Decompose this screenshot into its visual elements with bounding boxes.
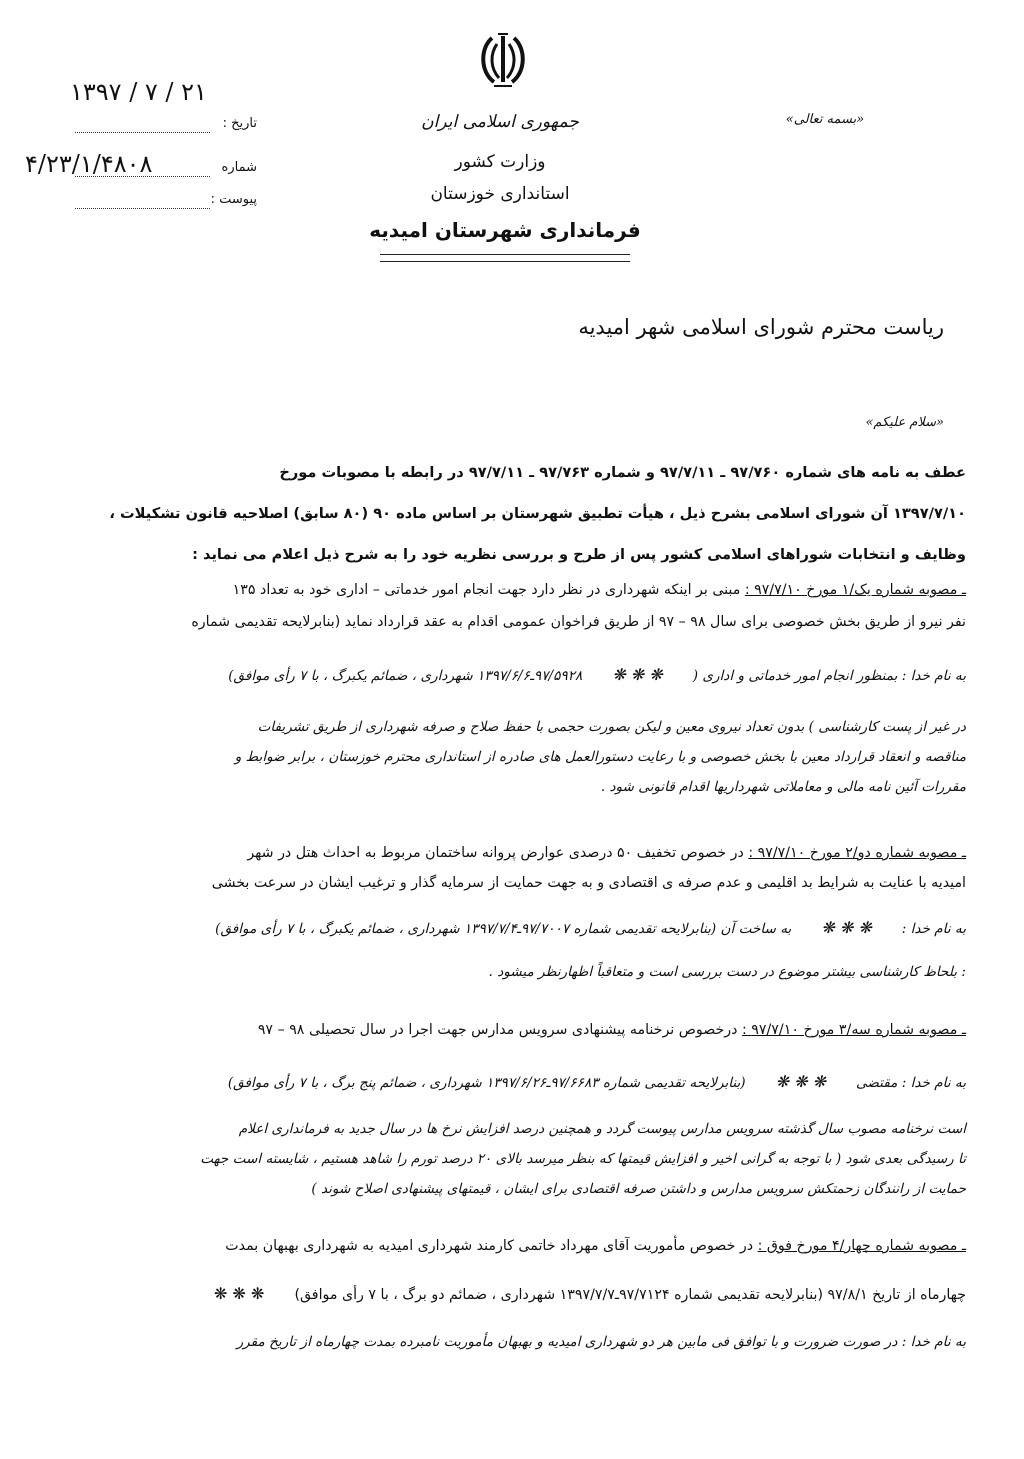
resolution-heading: ـ مصوبه شماره یک/۱ مورخ ۹۷/۷/۱۰ : bbox=[744, 582, 966, 598]
number-dotted-line bbox=[75, 176, 210, 177]
ruling-line: حمایت از رانندگان زحمتکش سرویس مدارس و داشتن صرفه اقتصادی برای ایشان ، قیمتهای پیشنهادی اصلاح شوند ) bbox=[311, 1181, 966, 1197]
ruling-line: : بلحاظ کارشناسی بیشتر موضوع در دست بررسی است و متعاقباً اظهارنظر میشود . bbox=[488, 964, 966, 980]
intro-line: عطف به نامه های شماره ۹۷/۷۶۰ ـ ۹۷/۷/۱۱ و شماره ۹۷/۷۶۳ ـ ۹۷/۷/۱۱ در رابطه با مصوبات مورخ bbox=[279, 464, 966, 481]
resolution-2 bbox=[76, 838, 966, 898]
resolution-4-ruling bbox=[76, 1332, 966, 1352]
resolution-line: ـ مصوبه شماره یک/۱ مورخ ۹۷/۷/۱۰ : مبنی بر اینکه شهرداری در نظر دارد جهت انجام امور خدماتی – اداری خود به تعداد ۱۳۵ bbox=[232, 582, 966, 598]
attachment-label: پیوست : bbox=[210, 192, 257, 207]
header-divider bbox=[380, 254, 630, 262]
iran-emblem-icon bbox=[478, 30, 528, 92]
resolution-heading: ـ مصوبه شماره چهار/۴ مورخ فوق : bbox=[757, 1238, 966, 1254]
ruling-line: مناقصه و انعقاد قرارداد معین با بخش خصوصی و با رعایت دستورالعمل های صادره از استانداری محترم خوزستان ، برابر ضوابط و bbox=[234, 749, 966, 765]
resolution-line: به نام خدا : مقتضی❋ ❋ ❋(بنابرلایحه تقدیمی شماره ۹۷/۶۶۸۳ـ۱۳۹۷/۶/۲۶ شهرداری ، ضمائم پنج برگ ، با ۷ رأی موافق) bbox=[227, 1072, 966, 1091]
ruling-line: است نرخنامه مصوب سال گذشته سرویس مدارس پیوست گردد و همچنین درصد افزایش نرخ ها در سال جدید به فرمانداری اعلام bbox=[238, 1121, 966, 1137]
ruling-line: در غیر از پست کارشناسی ) بدون تعداد نیروی معین و لیکن بصورت حجمی با حفظ صلاح و صرفه شهرداری از طریق تشریفات bbox=[257, 719, 966, 735]
ruling-line: مقررات آئین نامه مالی و معاملاتی شهرداریها اقدام قانونی شود . bbox=[600, 779, 966, 795]
resolution-line: ـ مصوبه شماره دو/۲ مورخ ۹۷/۷/۱۰ : در خصوص تخفیف ۵۰ درصدی عوارض پروانه ساختمان مربوط به احداث هتل در شهر bbox=[247, 845, 966, 861]
resolution-line: به نام خدا :❋ ❋ ❋به ساخت آن (بنابرلایحه تقدیمی شماره ۹۷/۷۰۰۷ـ۱۳۹۷/۷/۴ شهرداری ، ضمائم یکبرگ ، با ۷ رأی موافق) bbox=[215, 918, 966, 937]
letter-number-label: شماره bbox=[221, 160, 257, 175]
separator-stars-icon: ❋ ❋ ❋ bbox=[214, 1284, 265, 1303]
intro-paragraph bbox=[76, 452, 966, 575]
resolution-line: ـ مصوبه شماره چهار/۴ مورخ فوق : در خصوص مأموریت آقای مهرداد خاتمی کارمند شهرداری امیدیه به شهرداری بهبهان بمدت bbox=[225, 1238, 966, 1254]
resolution-3-ruling bbox=[76, 1114, 966, 1204]
resolution-3 bbox=[76, 1020, 966, 1040]
letter-number-value: ۴/۲۳/۱/۴۸۰۸ bbox=[25, 150, 153, 178]
separator-stars-icon: ❋ ❋ ❋ bbox=[821, 918, 872, 937]
resolution-1-ruling-start bbox=[76, 665, 966, 686]
ruling-line: به نام خدا : در صورت ضرورت و با توافق فی مابین هر دو شهرداری امیدیه و بهبهان مأموریت نامبرده بمدت چهارماه از تاریخ مقرر bbox=[236, 1334, 966, 1350]
resolution-1-ruling bbox=[76, 712, 966, 802]
resolution-2-ruling-start bbox=[76, 918, 966, 939]
province-title: استانداری خوزستان bbox=[430, 184, 570, 204]
addressee: ریاست محترم شورای اسلامی شهر امیدیه bbox=[578, 315, 944, 339]
resolution-3-ruling-start bbox=[76, 1072, 966, 1093]
date-label: تاریخ : bbox=[222, 116, 257, 131]
resolution-heading: ـ مصوبه شماره سه/۳ مورخ ۹۷/۷/۱۰ : bbox=[741, 1022, 966, 1038]
resolution-2-ruling bbox=[76, 962, 966, 982]
resolution-4-line-2 bbox=[76, 1284, 966, 1305]
basmala: «بسمه تعالی» bbox=[785, 112, 865, 127]
resolution-line: به نام خدا : بمنظور انجام امور خدماتی و اداری (❋ ❋ ❋۹۷/۵۹۲۸ـ۱۳۹۷/۶/۶ شهرداری ، ضمائم یکبرگ ، با ۷ رأی موافق) bbox=[228, 665, 966, 684]
resolution-line: نفر نیرو از طریق بخش خصوصی برای سال ۹۸ – ۹۷ از طریق فراخوان عمومی اقدام به عقد قرارداد نماید (بنابرلایحه تقدیمی شماره bbox=[191, 614, 966, 630]
resolution-line: امیدیه با عنایت به شرایط بد اقلیمی و عدم صرفه ی اقتصادی و به جهت حمایت از سرمایه گذار و ترغیب ایشان در سرعت بخشی bbox=[211, 875, 966, 891]
resolution-1 bbox=[76, 580, 966, 632]
resolution-4 bbox=[76, 1236, 966, 1256]
separator-stars-icon: ❋ ❋ ❋ bbox=[612, 665, 663, 684]
resolution-line: ـ مصوبه شماره سه/۳ مورخ ۹۷/۷/۱۰ : درخصوص نرخنامه پیشنهادی سرویس مدارس جهت اجرا در سال تحصیلی ۹۸ – ۹۷ bbox=[257, 1022, 966, 1038]
intro-line: ۱۳۹۷/۷/۱۰ آن شورای اسلامی بشرح ذیل ، هیأت تطبیق شهرستان بر اساس ماده ۹۰ (۸۰ سابق) اصلاحیه قانون تشکیلات ، bbox=[109, 505, 966, 522]
attachment-dotted-line bbox=[75, 208, 210, 209]
date-value: ۱۳۹۷ / ۷ / ۲۱ bbox=[70, 78, 207, 106]
resolution-heading: ـ مصوبه شماره دو/۲ مورخ ۹۷/۷/۱۰ : bbox=[748, 845, 966, 861]
republic-title: جمهوری اسلامی ایران bbox=[421, 112, 579, 132]
ministry-title: وزارت کشور bbox=[454, 152, 546, 172]
intro-line: وظایف و انتخابات شوراهای اسلامی کشور پس از طرح و بررسی نظریه خود را به شرح ذیل اعلام می نماید : bbox=[192, 546, 966, 563]
date-dotted-line bbox=[75, 132, 210, 133]
resolution-line: چهارماه از تاریخ ۹۷/۸/۱ (بنابرلایحه تقدیمی شماره ۹۷/۷۱۲۴ـ۱۳۹۷/۷/۷ شهرداری ، ضمائم دو برگ ، با ۷ رأی موافق)❋ ❋ ❋ bbox=[214, 1284, 966, 1303]
ruling-line: تا رسیدگی بعدی شود ( با توجه به گرانی اخیر و افزایش قیمتها که بنظر میرسد بالای ۲۰ درصد تورم را شاهد هستیم ، شایسته است جهت bbox=[200, 1151, 966, 1167]
greeting: «سلام علیکم» bbox=[865, 415, 944, 430]
governorate-title: فرمانداری شهرستان امیدیه bbox=[369, 218, 641, 242]
separator-stars-icon: ❋ ❋ ❋ bbox=[775, 1072, 827, 1091]
